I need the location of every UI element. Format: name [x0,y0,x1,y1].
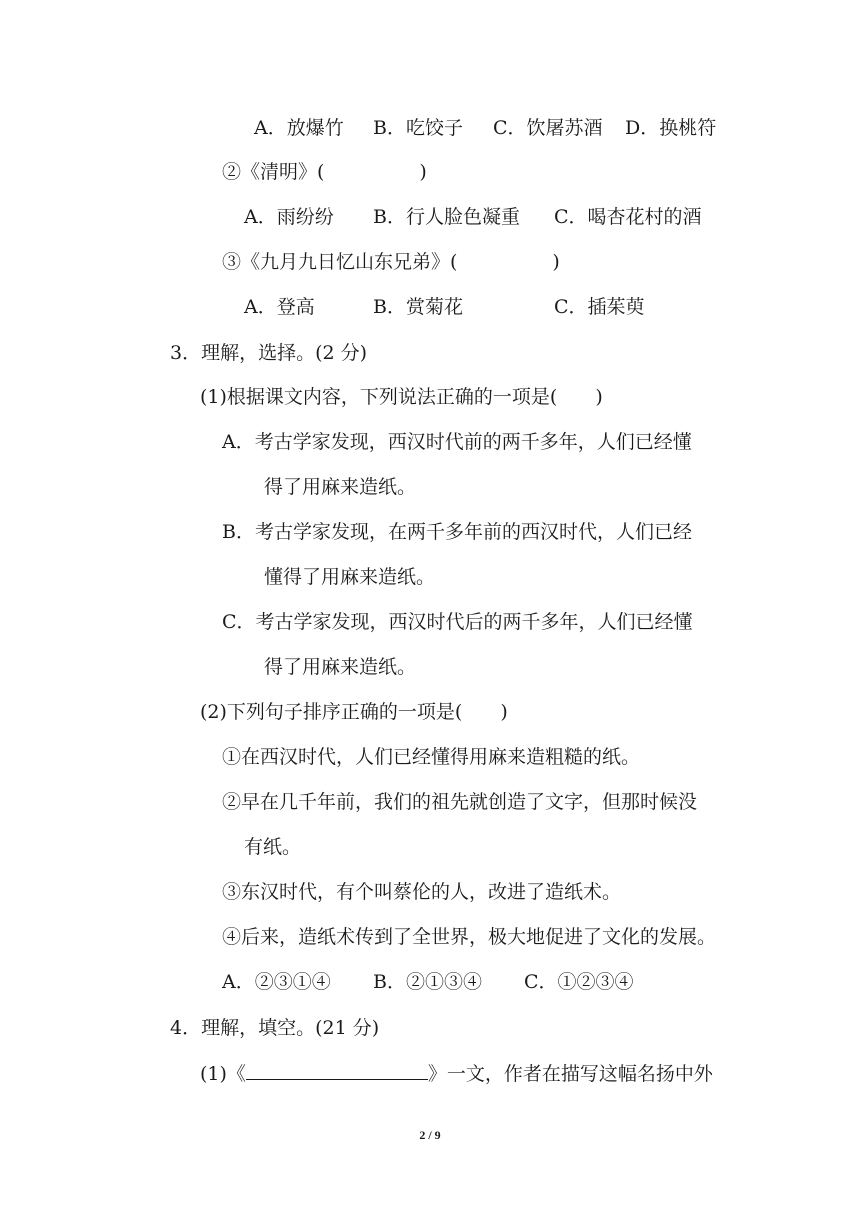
q3-sub1-option-b-line2: 懂得了用麻来造纸。 [264,566,436,588]
q3-sub2-option-a: A．②③①④ [222,971,331,993]
q3-sub2-stem: (2)下列句子排序正确的一项是( ) [200,701,508,723]
q4-sub1-suffix: 》一文，作者在描写这幅名扬中外 [427,1063,713,1085]
page-number: 2 / 9 [419,1128,441,1142]
q4-title: 4．理解，填空。(21 分) [170,1017,380,1039]
q3-sub1-stem: (1)根据课文内容，下列说法正确的一项是( ) [200,386,603,408]
q3-sub2-option-c: C．①②③④ [524,971,634,993]
q4-sub1-prefix: (1)《 [200,1063,246,1085]
q2-option-b: B．赏菊花 [373,296,463,318]
q2-option-a: A．放爆竹 [254,117,344,139]
q2-item-2: ②《清明》( ) [222,161,427,183]
q3-sub1-option-c-line1: C．考古学家发现，西汉时代后的两千多年，人们已经懂 [222,611,693,633]
q3-sub2-sentence-2: ②早在几千年前，我们的祖先就创造了文字，但那时候没 [222,791,698,813]
q2-option-b: B．吃饺子 [373,117,463,139]
q3-title: 3．理解，选择。(2 分) [170,342,368,364]
answer-blank[interactable] [246,1061,428,1080]
q2-option-c: C．插茱萸 [554,296,645,318]
q2-option-a: A．雨纷纷 [244,206,334,228]
q3-sub1-option-a-line2: 得了用麻来造纸。 [264,476,417,498]
q3-sub2-sentence-2-cont: 有纸。 [244,836,302,858]
q4-sub1 [200,1061,713,1086]
q3-sub1-option-c-line2: 得了用麻来造纸。 [264,656,417,678]
q2-option-d: D．换桃符 [625,117,717,139]
q3-sub1-option-b-line1: B．考古学家发现，在两千多年前的西汉时代，人们已经 [222,521,692,543]
q3-sub1-option-a-line1: A．考古学家发现，西汉时代前的两千多年，人们已经懂 [222,431,692,453]
q2-option-b: B．行人脸色凝重 [373,206,520,228]
q2-item-3: ③《九月九日忆山东兄弟》( ) [222,251,560,273]
q3-sub2-sentence-1: ①在西汉时代，人们已经懂得用麻来造粗糙的纸。 [222,746,641,768]
q3-sub2-sentence-3: ③东汉时代，有个叫蔡伦的人，改进了造纸术。 [222,881,622,903]
q2-option-a: A．登高 [244,296,315,318]
q2-option-c: C．喝杏花村的酒 [554,206,702,228]
q3-sub2-option-b: B．②①③④ [373,971,482,993]
q2-option-c: C．饮屠苏酒 [493,117,603,139]
q3-sub2-sentence-4: ④后来，造纸术传到了全世界，极大地促进了文化的发展。 [222,926,717,948]
